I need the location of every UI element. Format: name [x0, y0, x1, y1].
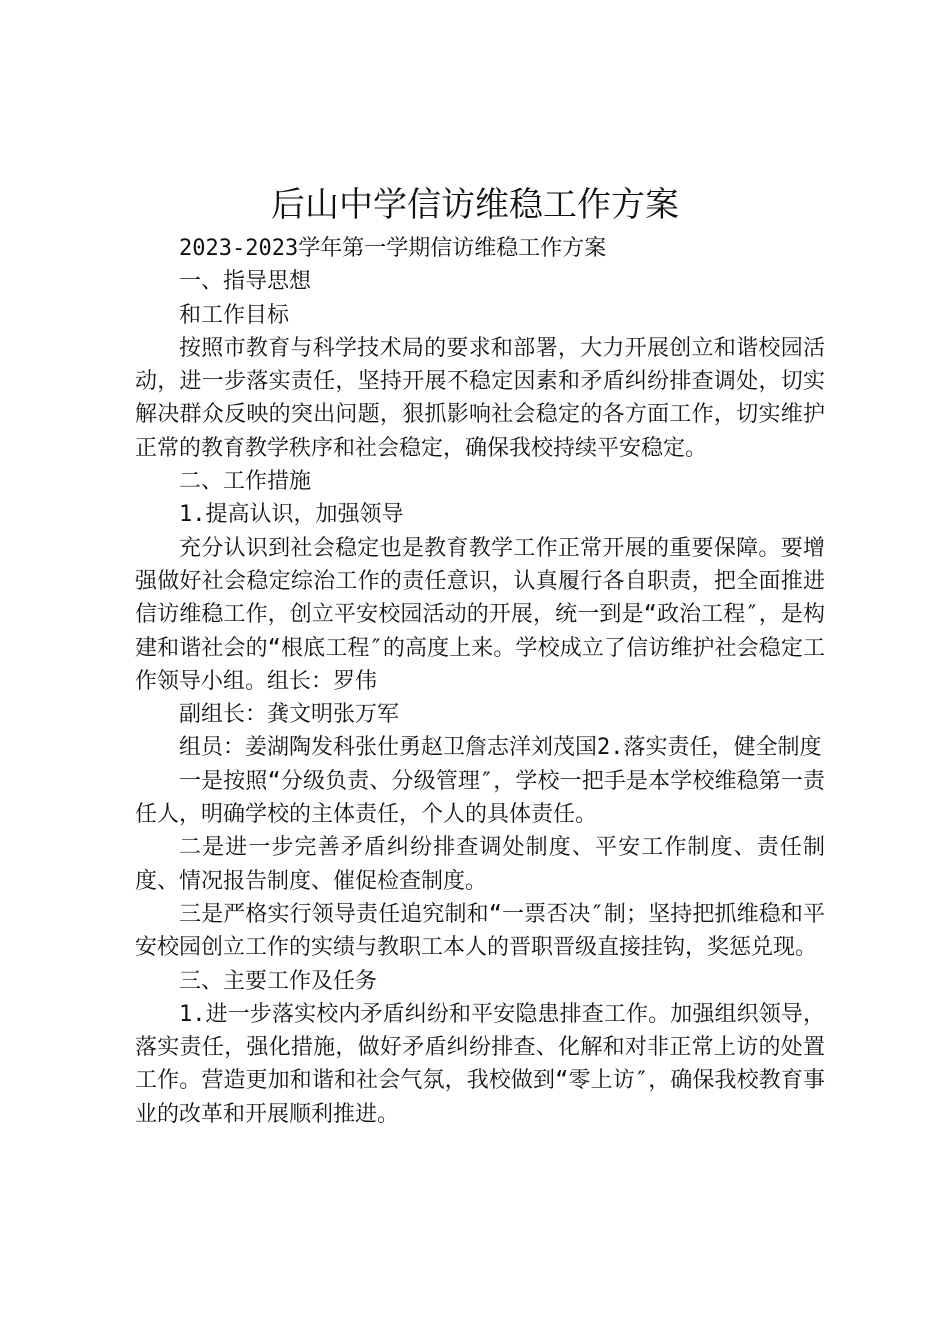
document-body	[135, 232, 825, 1131]
paragraph: 一是按照“分级负责、分级管理″，学校一把手是本学校维稳第一责任人，明确学校的主体责任，个人的具体责任。	[135, 768, 825, 828]
paragraph: 副组长：龚文明张万军	[179, 702, 400, 728]
paragraph: 充分认识到社会稳定也是教育教学工作正常开展的重要保障。要增强做好社会稳定综治工作的责任意识，认真履行各自职责，把全面推进信访维稳工作，创立平安校园活动的开展，统一到是“政治工程″，是构建和谐社会的“根底工程″的高度上来。学校成立了信访维护社会稳定工作领导小组。组长：罗伟	[135, 535, 825, 694]
section-heading-1-cont: 和工作目标	[179, 302, 290, 328]
section-heading-2: 二、工作措施	[179, 469, 312, 495]
paragraph: 三是严格实行领导责任追究制和“一票否决″制；坚持把抓维稳和平安校园创立工作的实绩与教职工本人的晋职晋级直接挂钩，奖惩兑现。	[135, 901, 825, 961]
paragraph: 按照市教育与科学技术局的要求和部署，大力开展创立和谐校园活动，进一步落实责任，坚持开展不稳定因素和矛盾纠纷排查调处，切实解决群众反映的突出问题，狠抓影响社会稳定的各方面工作，切实维护正常的教育教学秩序和社会稳定，确保我校持续平安稳定。	[135, 335, 825, 461]
paragraph: 二是进一步完善矛盾纠纷排查调处制度、平安工作制度、责任制度、情况报告制度、催促检查制度。	[135, 835, 825, 894]
subsection-heading: 1.提高认识，加强领导	[179, 502, 404, 528]
document-title: 后山中学信访维稳工作方案	[271, 185, 679, 225]
paragraph-subtitle: 2023-2023学年第一学期信访维稳工作方案	[179, 236, 607, 261]
section-heading-3: 三、主要工作及任务	[179, 968, 378, 994]
paragraph: 1.进一步落实校内矛盾纠纷和平安隐患排查工作。加强组织领导，落实责任，强化措施，做好矛盾纠纷排查、化解和对非正常上访的处置工作。营造更加和谐和社会气氛，我校做到“零上访″，确保我校教育事业的改革和开展顺利推进。	[135, 1001, 825, 1127]
paragraph: 组员：姜湖陶发科张仕勇赵卫詹志洋刘茂国2.落实责任，健全制度	[179, 735, 822, 761]
section-heading-1: 一、指导思想	[179, 269, 312, 295]
